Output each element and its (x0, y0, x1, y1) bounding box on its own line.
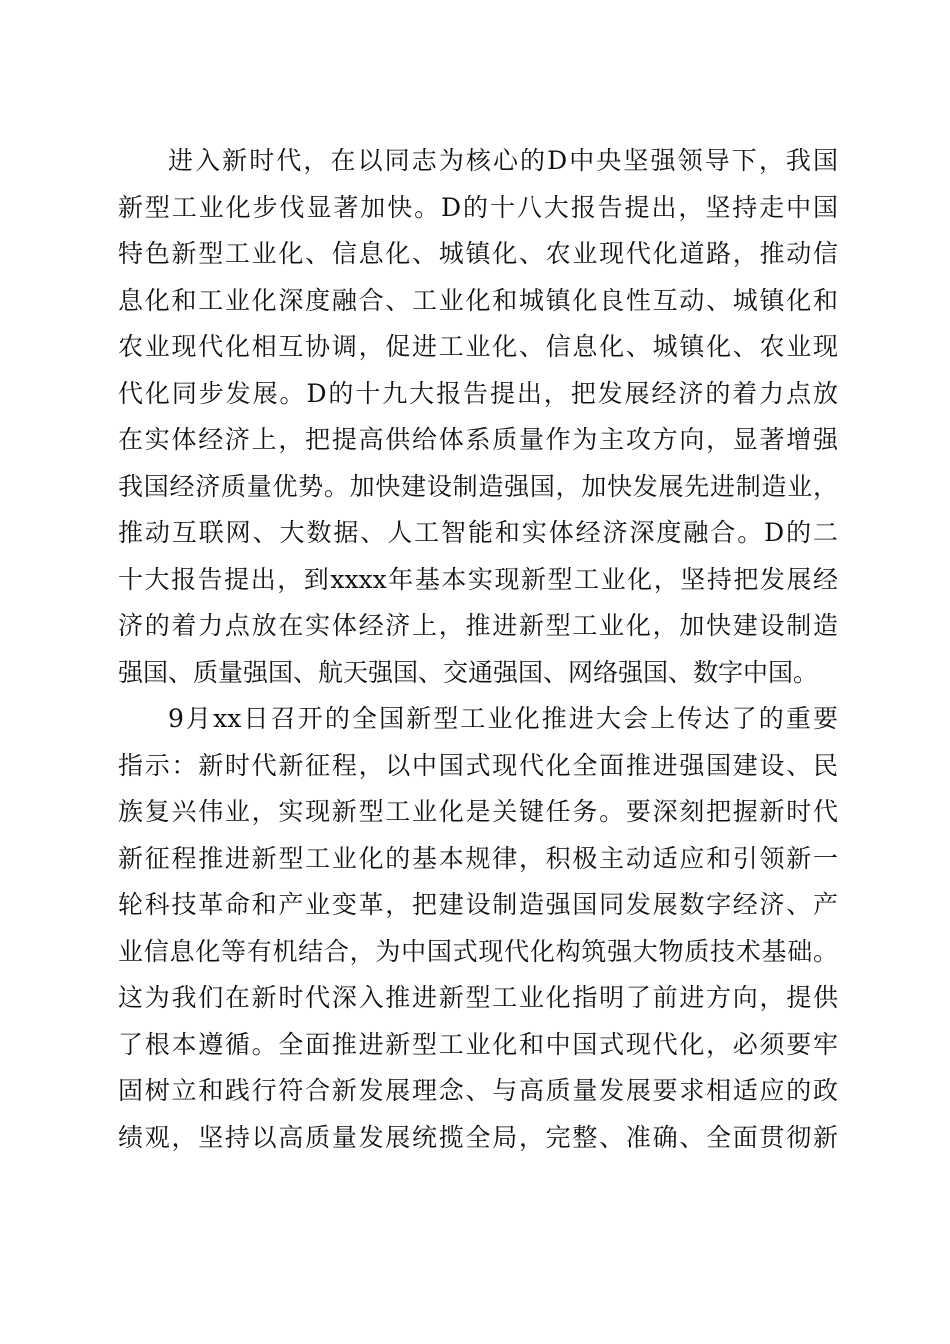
text-line: 轮科技革命和产业变革，把建设制造强国同发展数字经济、产 (118, 890, 838, 919)
text-line: 新型工业化步伐显著加快。D的十八大报告提出，坚持走中国 (118, 192, 838, 222)
body-text (118, 138, 838, 1161)
text-line: 新征程推进新型工业化的基本规律，积极主动适应和引领新一 (118, 843, 838, 873)
text-line: 9月xx日召开的全国新型工业化推进大会上传达了的重要 (168, 704, 838, 733)
text-line: 强国、质量强国、航天强国、交通强国、网络强国、数字中国。 (118, 657, 819, 687)
text-line: 在实体经济上，把提高供给体系质量作为主攻方向，显著增强 (118, 425, 838, 454)
text-line: 固树立和践行符合新发展理念、与高质量发展要求相适应的政 (118, 1076, 838, 1105)
paragraph-1 (118, 138, 838, 696)
text-line: 代化同步发展。D的十九大报告提出，把发展经济的着力点放 (118, 378, 838, 408)
text-line: 这为我们在新时代深入推进新型工业化指明了前进方向，提供 (118, 983, 838, 1012)
text-line: 十大报告提出，到xxxx年基本实现新型工业化，坚持把发展经 (118, 564, 838, 594)
text-line: 指示：新时代新征程，以中国式现代化全面推进强国建设、民 (118, 750, 838, 780)
text-line: 我国经济质量优势。加快建设制造强国，加快发展先进制造业， (118, 471, 838, 501)
text-line: 特色新型工业化、信息化、城镇化、农业现代化道路，推动信 (118, 239, 838, 268)
text-line: 进入新时代，在以同志为核心的D中央坚强领导下，我国 (168, 146, 838, 175)
text-line: 推动互联网、大数据、人工智能和实体经济深度融合。D的二 (118, 518, 838, 547)
text-line: 息化和工业化深度融合、工业化和城镇化良性互动、城镇化和 (118, 285, 838, 315)
text-line: 了根本遵循。全面推进新型工业化和中国式现代化，必须要牢 (118, 1029, 838, 1059)
text-line: 业信息化等有机结合，为中国式现代化构筑强大物质技术基础。 (118, 936, 838, 966)
text-line: 绩观，坚持以高质量发展统揽全局，完整、准确、全面贯彻新 (118, 1122, 838, 1152)
text-line: 农业现代化相互协调，促进工业化、信息化、城镇化、农业现 (118, 332, 838, 361)
text-line: 族复兴伟业，实现新型工业化是关键任务。要深刻把握新时代 (118, 797, 838, 826)
paragraph-2 (118, 696, 838, 1161)
text-line: 济的着力点放在实体经济上，推进新型工业化，加快建设制造 (118, 611, 838, 640)
